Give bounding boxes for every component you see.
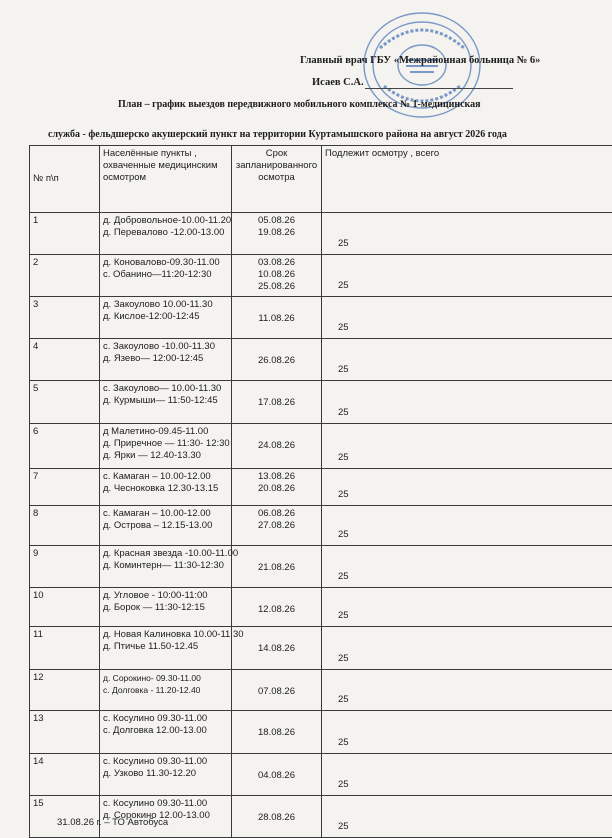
place-entry: д. Перевалово -12.00-13.00 <box>103 227 228 239</box>
table-row <box>30 754 612 796</box>
place-entry: д. Добровольное-10.00-11.20 <box>103 215 228 227</box>
row-dates <box>232 670 322 711</box>
row-count: 25 <box>322 796 612 838</box>
row-count: 25 <box>322 588 612 627</box>
date-entry: 06.08.26 <box>235 508 318 520</box>
column-header-number: № п\п <box>30 146 100 213</box>
row-dates <box>232 255 322 297</box>
date-entry: 28.08.26 <box>235 812 318 824</box>
row-places <box>100 506 232 546</box>
place-entry: д Малетино-09.45-11.00 <box>103 426 228 438</box>
place-entry: д. Новая Калиновка 10.00-11.30 <box>103 629 228 641</box>
date-entry: 26.08.26 <box>235 355 318 367</box>
date-entry: 24.08.26 <box>235 440 318 452</box>
place-entry: д. Закоулово 10.00-11.30 <box>103 299 228 311</box>
place-entry: с. Камаган – 10.00-12.00 <box>103 508 228 520</box>
row-number: 14 <box>30 754 100 796</box>
place-entry: д. Коминтерн— 11:30-12:30 <box>103 560 228 572</box>
table-row <box>30 297 612 339</box>
row-number: 15 <box>30 796 100 838</box>
row-count: 25 <box>322 297 612 339</box>
date-entry: 14.08.26 <box>235 643 318 655</box>
table-row <box>30 424 612 469</box>
row-places <box>100 381 232 424</box>
approver-position: Главный врач ГБУ «Межрайонная больница № 6» <box>300 55 540 66</box>
row-number: 11 <box>30 627 100 670</box>
row-count: 25 <box>322 506 612 546</box>
place-entry: д. Сорокино- 09.30-11.00 <box>103 672 228 684</box>
row-places <box>100 297 232 339</box>
row-count: 25 <box>322 546 612 588</box>
row-number: 10 <box>30 588 100 627</box>
row-number: 7 <box>30 469 100 506</box>
place-entry: д. Красная звезда -10.00-11.00 <box>103 548 228 560</box>
date-entry: 27.08.26 <box>235 520 318 532</box>
date-entry: 21.08.26 <box>235 562 318 574</box>
row-number: 13 <box>30 711 100 754</box>
row-number: 3 <box>30 297 100 339</box>
row-dates <box>232 711 322 754</box>
row-places <box>100 670 232 711</box>
row-number: 4 <box>30 339 100 381</box>
place-entry: д. Борок — 11:30-12:15 <box>103 602 228 614</box>
place-entry: д. Чесноковка 12.30-13.15 <box>103 483 228 495</box>
row-count: 25 <box>322 627 612 670</box>
schedule-table <box>29 145 612 838</box>
row-places <box>100 424 232 469</box>
row-dates <box>232 588 322 627</box>
date-entry: 11.08.26 <box>235 313 318 325</box>
row-dates <box>232 339 322 381</box>
date-entry: 10.08.26 <box>235 269 318 281</box>
row-dates <box>232 754 322 796</box>
row-count: 25 <box>322 670 612 711</box>
row-places <box>100 588 232 627</box>
place-entry: д. Угловое - 10:00-11:00 <box>103 590 228 602</box>
row-number: 8 <box>30 506 100 546</box>
row-count: 25 <box>322 754 612 796</box>
approver-name: Исаев С.А. <box>312 77 364 88</box>
row-count: 25 <box>322 213 612 255</box>
row-places <box>100 546 232 588</box>
row-count: 25 <box>322 255 612 297</box>
table-row <box>30 381 612 424</box>
date-entry: 07.08.26 <box>235 686 318 698</box>
date-entry: 19.08.26 <box>235 227 318 239</box>
place-entry: д. Язево— 12:00-12:45 <box>103 353 228 365</box>
row-number: 6 <box>30 424 100 469</box>
row-places <box>100 255 232 297</box>
column-header-places: Населённые пункты , охваченные медицинским осмотром <box>100 146 232 213</box>
row-number: 5 <box>30 381 100 424</box>
place-entry: с. Косулино 09.30-11.00 <box>103 713 228 725</box>
place-entry: д. Кислое-12:00-12:45 <box>103 311 228 323</box>
row-dates <box>232 297 322 339</box>
place-entry: с. Косулино 09.30-11.00 <box>103 798 228 810</box>
date-entry: 20.08.26 <box>235 483 318 495</box>
footer-note: 31.08.26 г. – ТО Автобуса <box>57 817 168 828</box>
table-row <box>30 627 612 670</box>
table-row <box>30 255 612 297</box>
place-entry: д. Ярки — 12.40-13.30 <box>103 450 228 462</box>
column-header-count: Подлежит осмотру , всего <box>322 146 612 213</box>
place-entry: д. Курмыши— 11:50-12:45 <box>103 395 228 407</box>
date-entry: 25.08.26 <box>235 281 318 293</box>
signature-line <box>365 88 513 89</box>
place-entry: д. Приречное — 11:30- 12:30 <box>103 438 228 450</box>
place-entry: с. Долговка 12.00-13.00 <box>103 725 228 737</box>
row-count: 25 <box>322 381 612 424</box>
row-places <box>100 213 232 255</box>
place-entry: с. Долговка - 11.20-12.40 <box>103 684 228 696</box>
row-dates <box>232 506 322 546</box>
table-row <box>30 670 612 711</box>
place-entry: д. Коновалово-09.30-11.00 <box>103 257 228 269</box>
row-number: 12 <box>30 670 100 711</box>
document-title-line2: служба - фельдшерско акушерский пункт на территории Куртамышского района на август 2026 года <box>48 129 507 140</box>
table-row <box>30 546 612 588</box>
row-number: 2 <box>30 255 100 297</box>
place-entry: д. Сорокино 12.00-13.00 <box>103 810 228 822</box>
row-places <box>100 469 232 506</box>
date-entry: 04.08.26 <box>235 770 318 782</box>
row-places <box>100 627 232 670</box>
row-dates <box>232 381 322 424</box>
row-count: 25 <box>322 711 612 754</box>
table-row <box>30 506 612 546</box>
place-entry: с. Закоулово -10.00-11.30 <box>103 341 228 353</box>
row-places <box>100 754 232 796</box>
row-count: 25 <box>322 424 612 469</box>
place-entry: с. Камаган – 10.00-12.00 <box>103 471 228 483</box>
date-entry: 17.08.26 <box>235 397 318 409</box>
date-entry: 18.08.26 <box>235 727 318 739</box>
place-entry: с. Обанино—11:20-12:30 <box>103 269 228 281</box>
date-entry: 12.08.26 <box>235 604 318 616</box>
place-entry: с. Закоулово— 10.00-11.30 <box>103 383 228 395</box>
date-entry: 05.08.26 <box>235 215 318 227</box>
table-row <box>30 469 612 506</box>
row-dates <box>232 546 322 588</box>
table-row <box>30 711 612 754</box>
row-dates <box>232 796 322 838</box>
row-dates <box>232 469 322 506</box>
place-entry: д. Острова – 12.15-13.00 <box>103 520 228 532</box>
row-count: 25 <box>322 469 612 506</box>
row-number: 1 <box>30 213 100 255</box>
table-row <box>30 588 612 627</box>
row-places <box>100 711 232 754</box>
place-entry: д. Узково 11.30-12.20 <box>103 768 228 780</box>
table-row <box>30 213 612 255</box>
place-entry: с. Косулино 09.30-11.00 <box>103 756 228 768</box>
row-places <box>100 339 232 381</box>
row-dates <box>232 213 322 255</box>
date-entry: 03.08.26 <box>235 257 318 269</box>
date-entry: 13.08.26 <box>235 471 318 483</box>
row-number: 9 <box>30 546 100 588</box>
place-entry: д. Птичье 11.50-12.45 <box>103 641 228 653</box>
table-row <box>30 339 612 381</box>
document-title-line1: План – график выездов передвижного мобильного комплекса № 1-медицинская <box>118 99 481 110</box>
table-header-row <box>30 146 612 213</box>
row-dates <box>232 627 322 670</box>
row-dates <box>232 424 322 469</box>
row-count: 25 <box>322 339 612 381</box>
column-header-date: Срок запланированного осмотра <box>232 146 322 213</box>
